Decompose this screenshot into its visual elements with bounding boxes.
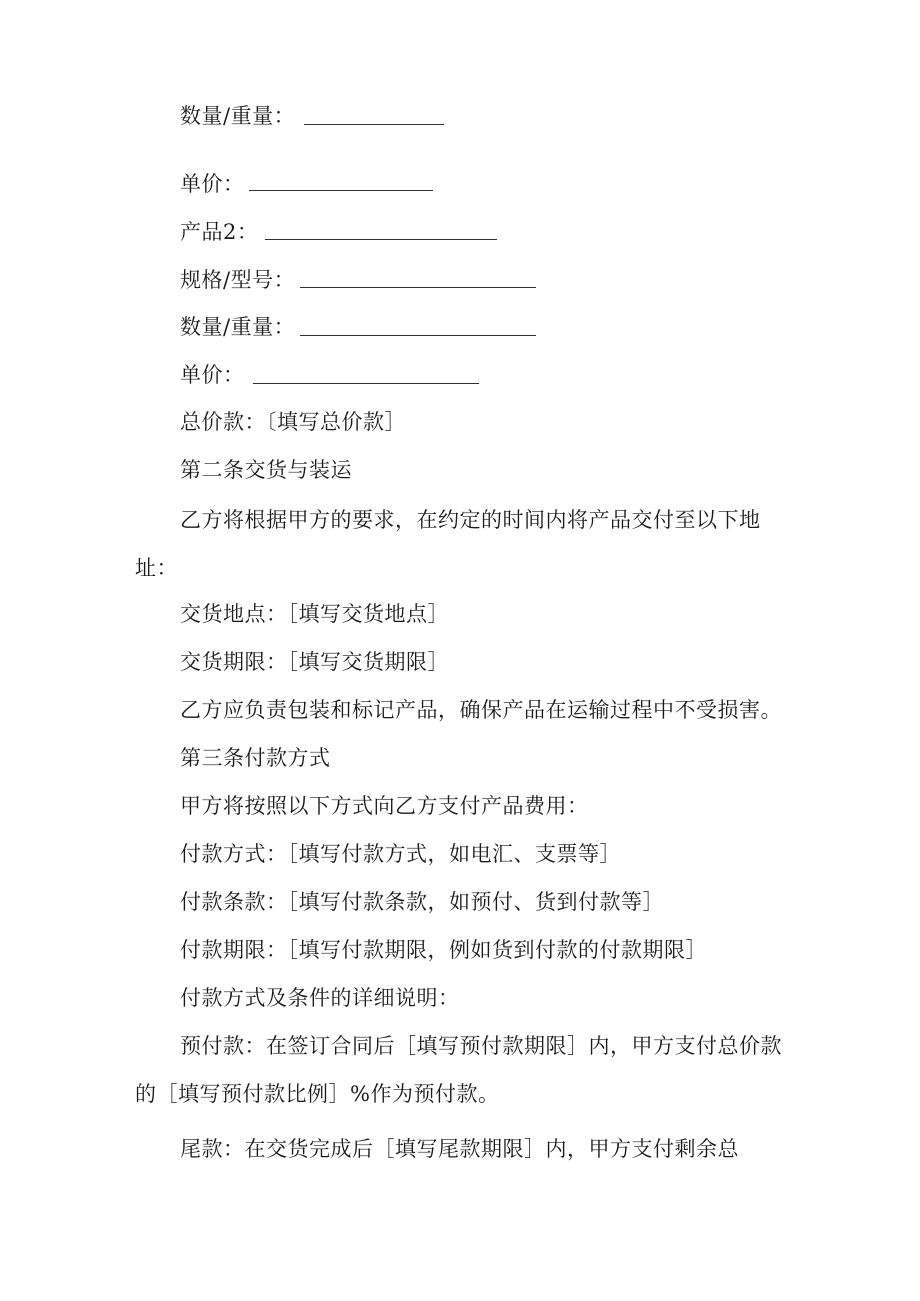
delivery-intro-paragraph: 乙方将根据甲方的要求，在约定的时间内将产品交付至以下地址： xyxy=(135,508,761,580)
quantity-weight-label-1: 数量/重量： xyxy=(180,104,296,128)
delivery-place-line: 交货地点：［填写交货地点］ xyxy=(180,602,449,626)
delivery-deadline-line: 交货期限：［填写交货期限］ xyxy=(180,650,449,674)
payment-details-heading: 付款方式及条件的详细说明： xyxy=(180,986,460,1010)
product-2-label: 产品2： xyxy=(180,220,259,244)
payment-deadline-line: 付款期限：［填写付款期限，例如货到付款的付款期限］ xyxy=(180,938,707,962)
quantity-weight-label-2: 数量/重量： xyxy=(180,315,296,339)
spec-model-label-2: 规格/型号： xyxy=(180,268,296,292)
quantity-weight-blank-1 xyxy=(304,124,444,125)
payment-intro-paragraph: 甲方将按照以下方式向乙方支付产品费用： xyxy=(180,794,589,818)
quantity-weight-blank-2 xyxy=(300,335,536,336)
packaging-paragraph: 乙方应负责包装和标记产品，确保产品在运输过程中不受损害。 xyxy=(180,698,782,722)
unit-price-blank-1 xyxy=(249,190,433,191)
final-payment-paragraph: 尾款：在交货完成后［填写尾款期限］内，甲方支付剩余总 xyxy=(180,1137,739,1161)
unit-price-blank-2 xyxy=(253,383,479,384)
article-3-title: 第三条付款方式 xyxy=(180,746,331,770)
article-2-title: 第二条交货与装运 xyxy=(180,458,352,482)
product-2-blank xyxy=(265,239,497,240)
advance-payment-paragraph: 预付款：在签订合同后［填写预付款期限］内，甲方支付总价款的［填写预付款比例］%作为预付款。 xyxy=(135,1034,782,1106)
spec-model-blank-2 xyxy=(300,287,536,288)
payment-terms-line: 付款条款：［填写付款条款，如预付、货到付款等］ xyxy=(180,890,664,914)
unit-price-label-1: 单价： xyxy=(180,172,245,196)
total-price-line: 总价款：〔填写总价款］ xyxy=(180,410,406,434)
payment-method-line: 付款方式：［填写付款方式，如电汇、支票等］ xyxy=(180,842,621,866)
unit-price-label-2: 单价： xyxy=(180,363,245,387)
